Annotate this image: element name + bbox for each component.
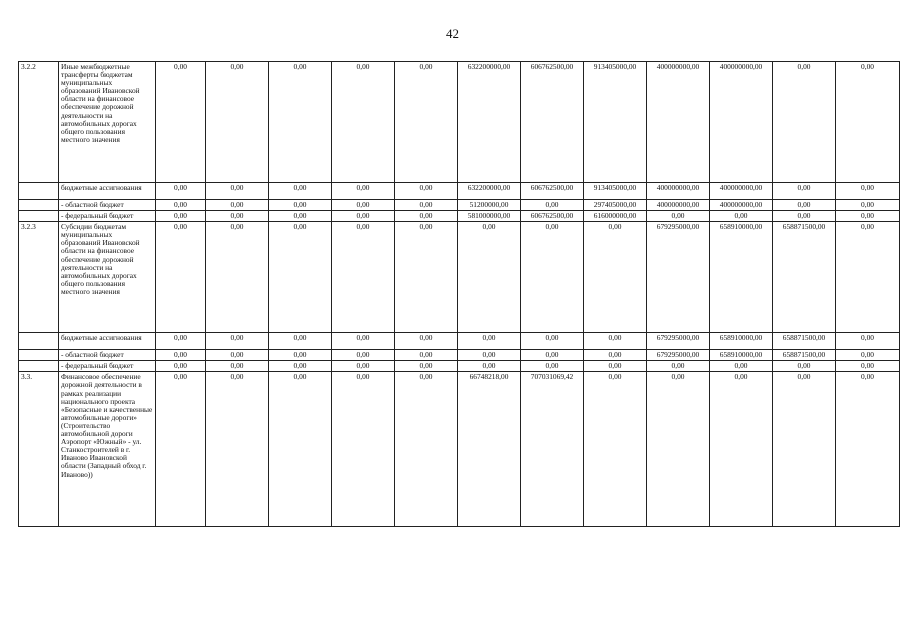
row-value: 913405000,00: [584, 183, 647, 200]
row-value: 51200000,00: [458, 200, 521, 211]
row-value: 0,00: [584, 372, 647, 527]
row-value: 0,00: [836, 350, 900, 361]
row-code: [19, 200, 59, 211]
table-row: [19, 361, 900, 372]
row-value: 0,00: [156, 333, 206, 350]
row-value: 0,00: [710, 372, 773, 527]
row-value: 0,00: [206, 372, 269, 527]
row-description: - областной бюджет: [59, 200, 156, 211]
row-value: 0,00: [647, 372, 710, 527]
row-value: 0,00: [206, 183, 269, 200]
row-value: 0,00: [773, 200, 836, 211]
row-value: 0,00: [836, 372, 900, 527]
table-row: [19, 372, 900, 527]
row-code: 3.2.2: [19, 62, 59, 183]
row-value: 400000000,00: [647, 62, 710, 183]
row-value: 400000000,00: [710, 183, 773, 200]
row-value: 0,00: [521, 200, 584, 211]
row-value: 0,00: [156, 350, 206, 361]
row-code: [19, 211, 59, 222]
row-value: 0,00: [521, 222, 584, 333]
row-value: 707031069,42: [521, 372, 584, 527]
row-value: 400000000,00: [710, 62, 773, 183]
row-value: 400000000,00: [710, 200, 773, 211]
row-description: бюджетные ассигнования: [59, 333, 156, 350]
row-value: 679295000,00: [647, 222, 710, 333]
row-value: 0,00: [836, 222, 900, 333]
row-value: 0,00: [521, 333, 584, 350]
row-value: 0,00: [584, 333, 647, 350]
row-value: 0,00: [269, 183, 332, 200]
row-value: 0,00: [647, 361, 710, 372]
row-value: 0,00: [332, 222, 395, 333]
row-value: 0,00: [710, 361, 773, 372]
row-value: 0,00: [836, 200, 900, 211]
row-value: 66748218,00: [458, 372, 521, 527]
row-value: 0,00: [773, 62, 836, 183]
budget-table: [18, 61, 900, 527]
row-value: 0,00: [836, 211, 900, 222]
row-value: 0,00: [395, 350, 458, 361]
row-value: 0,00: [269, 222, 332, 333]
row-value: 0,00: [836, 333, 900, 350]
row-value: 0,00: [206, 200, 269, 211]
row-description: Иные межбюджетные трансферты бюджетам муниципальных образований Ивановской области на финансовое обеспечение дорожной деятельности на автомобильных дорогах общего пользования местного значения: [59, 62, 156, 183]
table-row: [19, 200, 900, 211]
row-value: 0,00: [206, 361, 269, 372]
row-value: 913405000,00: [584, 62, 647, 183]
row-code: 3.2.3: [19, 222, 59, 333]
row-value: 0,00: [521, 361, 584, 372]
row-value: 0,00: [332, 183, 395, 200]
row-value: 0,00: [269, 350, 332, 361]
row-value: 606762500,00: [521, 62, 584, 183]
row-value: 0,00: [395, 200, 458, 211]
row-value: 0,00: [773, 211, 836, 222]
row-value: 0,00: [332, 361, 395, 372]
row-value: 0,00: [773, 372, 836, 527]
row-value: 0,00: [332, 333, 395, 350]
row-value: 0,00: [836, 361, 900, 372]
row-value: 0,00: [332, 211, 395, 222]
row-value: 606762500,00: [521, 183, 584, 200]
row-value: 0,00: [395, 361, 458, 372]
row-value: 0,00: [458, 333, 521, 350]
row-value: 0,00: [206, 350, 269, 361]
row-value: 0,00: [156, 222, 206, 333]
row-value: 0,00: [584, 222, 647, 333]
row-value: 0,00: [156, 200, 206, 211]
row-description: - федеральный бюджет: [59, 361, 156, 372]
row-value: 0,00: [156, 372, 206, 527]
row-value: 0,00: [269, 333, 332, 350]
row-value: 0,00: [269, 211, 332, 222]
row-value: 0,00: [584, 361, 647, 372]
row-code: 3.3.: [19, 372, 59, 527]
row-value: 0,00: [395, 372, 458, 527]
row-value: 0,00: [332, 62, 395, 183]
row-value: 658910000,00: [710, 333, 773, 350]
row-code: [19, 361, 59, 372]
row-value: 0,00: [395, 222, 458, 333]
row-value: 0,00: [269, 200, 332, 211]
row-value: 632200000,00: [458, 62, 521, 183]
row-value: 658910000,00: [710, 222, 773, 333]
table-row: [19, 62, 900, 183]
row-value: 0,00: [584, 350, 647, 361]
row-value: 0,00: [458, 350, 521, 361]
table-row: [19, 222, 900, 333]
row-value: 0,00: [395, 62, 458, 183]
row-value: 0,00: [156, 211, 206, 222]
row-value: 297405000,00: [584, 200, 647, 211]
row-value: 0,00: [710, 211, 773, 222]
row-value: 0,00: [206, 222, 269, 333]
row-description: бюджетные ассигнования: [59, 183, 156, 200]
row-value: 658871500,00: [773, 222, 836, 333]
row-value: 400000000,00: [647, 200, 710, 211]
row-value: 400000000,00: [647, 183, 710, 200]
row-value: 0,00: [206, 62, 269, 183]
row-code: [19, 183, 59, 200]
row-value: 0,00: [395, 333, 458, 350]
row-value: 0,00: [395, 183, 458, 200]
row-value: 0,00: [206, 333, 269, 350]
table-row: [19, 333, 900, 350]
row-value: 0,00: [332, 350, 395, 361]
row-value: 0,00: [156, 361, 206, 372]
row-value: 0,00: [269, 62, 332, 183]
table-row: [19, 211, 900, 222]
table-row: [19, 350, 900, 361]
row-value: 0,00: [836, 183, 900, 200]
row-value: 0,00: [395, 211, 458, 222]
row-value: 0,00: [521, 350, 584, 361]
row-code: [19, 333, 59, 350]
row-description: Субсидии бюджетам муниципальных образований Ивановской области на финансовое обеспечение дорожной деятельности на автомобильных дорогах общего пользования местного значения: [59, 222, 156, 333]
row-value: 0,00: [332, 372, 395, 527]
table-row: [19, 183, 900, 200]
row-value: 606762500,00: [521, 211, 584, 222]
row-value: 658871500,00: [773, 350, 836, 361]
row-value: 0,00: [156, 183, 206, 200]
row-value: 679295000,00: [647, 350, 710, 361]
row-value: 0,00: [332, 200, 395, 211]
row-value: 0,00: [458, 361, 521, 372]
row-code: [19, 350, 59, 361]
row-value: 0,00: [773, 183, 836, 200]
row-value: 632200000,00: [458, 183, 521, 200]
row-value: 616000000,00: [584, 211, 647, 222]
row-value: 0,00: [206, 211, 269, 222]
row-value: 0,00: [269, 372, 332, 527]
row-value: 0,00: [836, 62, 900, 183]
row-value: 658910000,00: [710, 350, 773, 361]
row-value: 0,00: [156, 62, 206, 183]
row-value: 0,00: [458, 222, 521, 333]
row-value: 658871500,00: [773, 333, 836, 350]
row-value: 0,00: [269, 361, 332, 372]
row-description: - федеральный бюджет: [59, 211, 156, 222]
row-value: 0,00: [647, 211, 710, 222]
row-description: Финансовое обеспечение дорожной деятельности в рамках реализации национального проекта «Безопасные и качественные автомобильные дороги» (Строительство автомобильной дороги Аэропорт «Южный» - ул. Станкостроителей в г. Иваново Ивановской области (Западный обход г. Иваново)): [59, 372, 156, 527]
row-description: - областной бюджет: [59, 350, 156, 361]
row-value: 679295000,00: [647, 333, 710, 350]
row-value: 581000000,00: [458, 211, 521, 222]
page-number: 42: [446, 26, 459, 41]
row-value: 0,00: [773, 361, 836, 372]
